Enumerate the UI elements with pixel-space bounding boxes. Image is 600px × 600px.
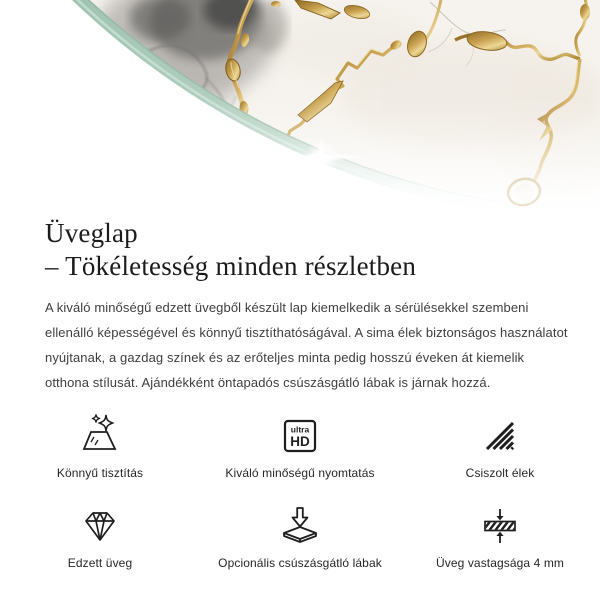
feature-item-print-quality [200,412,400,480]
glass-tabletop-photo [0,0,600,215]
page-title-line1: Üveglap [45,218,138,248]
product-description: A kiváló minőségű edzett üvegből készült lap kiemelkedik a sérülésekkel szembeni ellenálló képességével és könnyű tisztíthatóságával. A sima élek biztonságos használatot nyújtanak, a gazdag színek és az erőteljes minta pedig hosszú éveken át kiemelik otthona stílusát. Ajándékként öntapadós csúszásgátló lábak is járnak hozzá. [45,299,568,390]
anti-slip-pads-icon [277,502,323,550]
ultra-hd-icon [277,412,323,460]
diamond-icon [77,502,123,550]
clean-sparkle-icon [77,412,123,460]
feature-item-polished-edges [400,412,600,480]
feature-grid [0,412,600,570]
white-fade-overlay [0,0,600,215]
feature-label: Kiváló minőségű nyomtatás [225,465,375,480]
polished-edges-icon [477,412,523,460]
page-title [45,217,600,283]
page-title-line2: – Tökéletesség minden részletben [45,250,417,281]
feature-label: Csiszolt élek [465,465,535,480]
product-hero-image [0,0,600,215]
product-content [0,217,600,570]
feature-item-easy-cleaning [0,412,200,480]
ultra-hd-badge-bottom: HD [290,433,310,449]
feature-label: Üveg vastagsága 4 mm [435,555,565,570]
feature-item-glass-thickness [400,502,600,570]
feature-item-anti-slip [200,502,400,570]
feature-item-tempered-glass [0,502,200,570]
ultra-hd-badge-top: ultra [290,424,310,435]
feature-label: Opcionális csúszásgátló lábak [218,555,382,570]
glass-thickness-icon [477,502,523,550]
feature-label: Könnyű tisztítás [56,465,144,480]
feature-label: Edzett üveg [67,555,133,570]
